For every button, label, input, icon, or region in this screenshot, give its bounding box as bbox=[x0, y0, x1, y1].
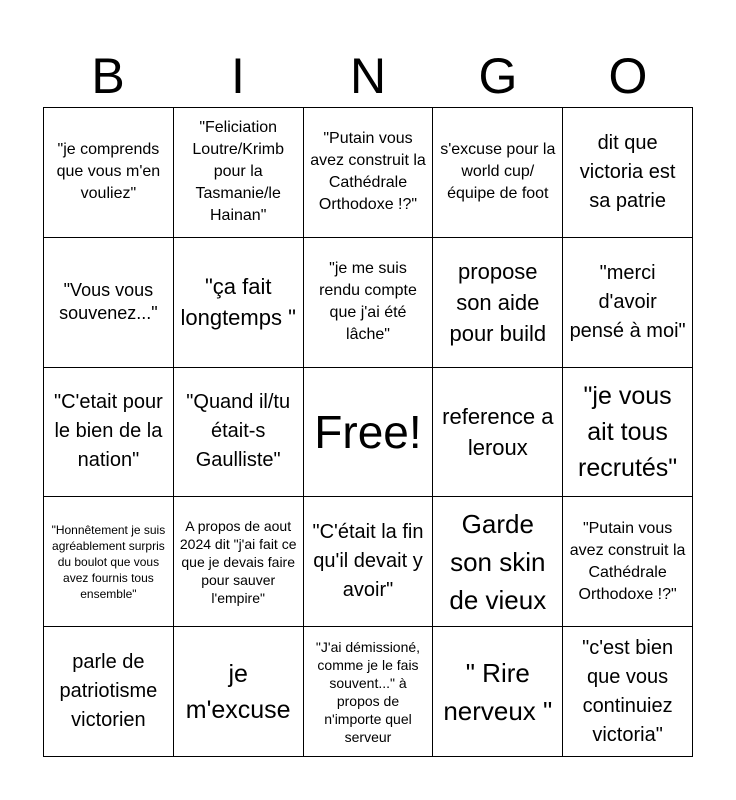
cell-text: "J'ai démissioné, comme je le fais souvent..." à propos de n'importe quel serveur bbox=[315, 638, 421, 745]
cell-text: "Vous vous souvenez..." bbox=[59, 280, 158, 324]
cell-text: "C'était la fin qu'il devait y avoir" bbox=[312, 521, 424, 602]
bingo-cell-3-5[interactable] bbox=[563, 368, 693, 498]
bingo-cell-5-3[interactable] bbox=[304, 627, 434, 757]
cell-text: reference a leroux bbox=[442, 403, 554, 460]
cell-text: parle de patriotisme victorien bbox=[59, 651, 158, 732]
bingo-cell-4-5[interactable] bbox=[563, 497, 693, 627]
cell-text: A propos de aout 2024 dit "j'ai fait ce que je devais faire pour sauver l'empire" bbox=[179, 517, 297, 606]
cell-text: "Quand il/tu était-s Gaulliste" bbox=[186, 391, 291, 472]
header-letter-b: B bbox=[91, 48, 125, 104]
bingo-cell-4-3[interactable] bbox=[304, 497, 434, 627]
bingo-cell-1-3[interactable] bbox=[304, 108, 434, 238]
bingo-cell-3-1[interactable] bbox=[44, 368, 174, 498]
cell-text: "merci d'avoir pensé à moi" bbox=[569, 261, 686, 342]
bingo-cell-2-1[interactable] bbox=[44, 238, 174, 368]
cell-text: propose son aide pour build bbox=[449, 258, 547, 346]
cell-text: "ça fait longtemps " bbox=[180, 274, 296, 331]
cell-text: "Putain vous avez construit la Cathédrale Orthodoxe !?" bbox=[569, 519, 686, 603]
bingo-cell-free[interactable] bbox=[304, 368, 434, 498]
header-letter-g: G bbox=[478, 48, 518, 104]
bingo-cell-5-5[interactable] bbox=[563, 627, 693, 757]
cell-text: "C'etait pour le bien de la nation" bbox=[54, 391, 163, 472]
bingo-cell-5-4[interactable] bbox=[433, 627, 563, 757]
cell-text: "Putain vous avez construit la Cathédrale Orthodoxe !?" bbox=[310, 130, 426, 214]
bingo-cell-3-4[interactable] bbox=[433, 368, 563, 498]
header-letter-o: O bbox=[608, 48, 648, 104]
header-letter-i: I bbox=[231, 48, 245, 104]
cell-text: "c'est bien que vous continuiez victoria" bbox=[582, 636, 674, 746]
header-letter-n: N bbox=[349, 48, 387, 104]
cell-text: Free! bbox=[314, 405, 422, 458]
bingo-cell-2-2[interactable] bbox=[174, 238, 304, 368]
bingo-header bbox=[43, 46, 693, 106]
bingo-cell-1-2[interactable] bbox=[174, 108, 304, 238]
bingo-cell-4-1[interactable] bbox=[44, 497, 174, 627]
bingo-cell-4-2[interactable] bbox=[174, 497, 304, 627]
cell-text: "Honnêtement je suis agréablement surpris du boulot que vous avez fournis tous ensemble" bbox=[51, 522, 166, 601]
bingo-cell-1-1[interactable] bbox=[44, 108, 174, 238]
bingo-cell-1-4[interactable] bbox=[433, 108, 563, 238]
bingo-cell-3-2[interactable] bbox=[174, 368, 304, 498]
cell-text: dit que victoria est sa patrie bbox=[579, 131, 676, 212]
bingo-cell-5-2[interactable] bbox=[174, 627, 304, 757]
bingo-cell-2-4[interactable] bbox=[433, 238, 563, 368]
cell-text: Garde son skin de vieux bbox=[449, 508, 547, 615]
cell-text: "je me suis rendu compte que j'ai été lâche" bbox=[319, 260, 417, 344]
cell-text: je m'excuse bbox=[185, 659, 291, 724]
cell-text: s'excuse pour la world cup/équipe de foot bbox=[440, 141, 556, 203]
bingo-cell-4-4[interactable] bbox=[433, 497, 563, 627]
cell-text: " Rire nerveux " bbox=[443, 657, 553, 726]
cell-text: "je comprends que vous m'en vouliez" bbox=[56, 141, 161, 203]
cell-text: "Feliciation Loutre/Krimb pour la Tasmanie/le Hainan" bbox=[192, 119, 284, 225]
bingo-cell-2-3[interactable] bbox=[304, 238, 434, 368]
cell-text: "je vous ait tous recrutés" bbox=[578, 381, 678, 482]
bingo-cell-5-1[interactable] bbox=[44, 627, 174, 757]
bingo-cell-2-5[interactable] bbox=[563, 238, 693, 368]
bingo-card-grid bbox=[43, 107, 693, 757]
bingo-cell-1-5[interactable] bbox=[563, 108, 693, 238]
